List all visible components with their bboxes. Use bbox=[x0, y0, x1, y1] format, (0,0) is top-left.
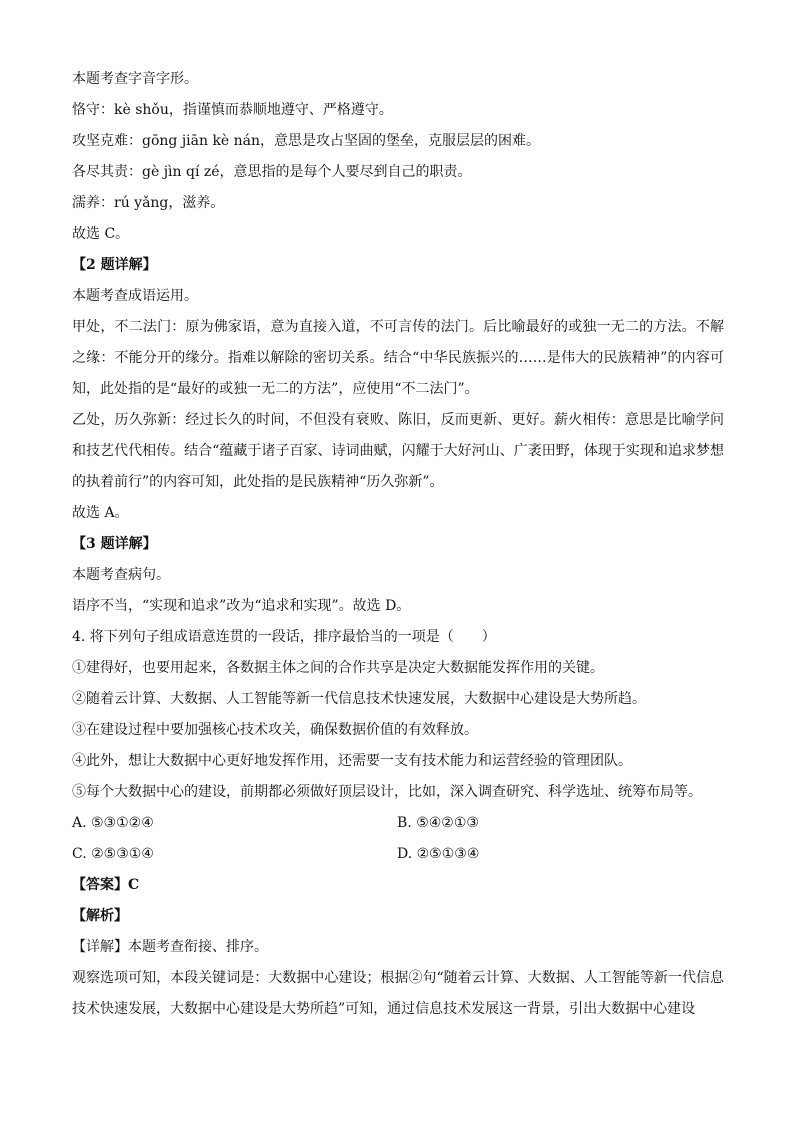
option-d: D. ②⑤①③④ bbox=[397, 846, 480, 862]
section-heading: 【3 题详解】 bbox=[72, 536, 157, 552]
sentence-item: ⑤每个大数据中心的建设，前期都必须做好顶层设计，比如，深入调查研究、科学选址、统筹布局等。 bbox=[72, 784, 702, 800]
sentence-item: ④此外，想让大数据中心更好地发挥作用，还需要一支有技术能力和运营经验的管理团队。 bbox=[72, 753, 632, 769]
paragraph: 观察选项可知，本段关键词是：大数据中心建设；根据②句“随着云计算、大数据、人工智能等新一代信息技术快速发展，大数据中心建设是大势所趋”可知，通过信息技术发展这一背景，引出大数据中心建设 bbox=[72, 970, 724, 1017]
sentence-item: ③在建设过程中要加强核心技术攻关，确保数据价值的有效释放。 bbox=[72, 722, 478, 738]
text-line: 濡养：rú yǎng，滋养。 bbox=[72, 195, 225, 211]
section-heading: 【2 题详解】 bbox=[72, 257, 157, 273]
option-a: A. ⑤③①②④ bbox=[72, 815, 154, 831]
option-row bbox=[72, 808, 724, 839]
paragraph: 乙处，历久弥新：经过长久的时间，不但没有衰败、陈旧，反而更新、更好。薪火相传：意思是比喻学问和技艺代代相传。结合“蕴藏于诸子百家、诗词曲赋，闪耀于大好河山、广袤田野，体现于实现和追求梦想的执着前行”的内容可知，此处指的是民族精神“历久弥新”。 bbox=[72, 412, 724, 490]
sentence-item: ①建得好，也要用起来，各数据主体之间的合作共享是决定大数据能发挥作用的关键。 bbox=[72, 660, 604, 676]
paragraph: 甲处，不二法门：原为佛家语，意为直接入道，不可言传的法门。后比喻最好的或独一无二的方法。不解之缘：不能分开的缘分。指难以解除的密切关系。结合“中华民族振兴的……是伟大的民族精神”的内容可知，此处指的是“最好的或独一无二的方法”，应使用“不二法门”。 bbox=[72, 319, 724, 397]
text-line: 本题考查成语运用。 bbox=[72, 288, 198, 304]
detail-line: 【详解】本题考查衔接、排序。 bbox=[72, 939, 268, 955]
text-line: 语序不当，“实现和追求”改为“追求和实现”。故选 D。 bbox=[72, 598, 411, 614]
document-body bbox=[72, 64, 724, 1025]
text-line: 故选 C。 bbox=[72, 226, 130, 242]
option-b: B. ⑤④②①③ bbox=[397, 815, 479, 831]
answer-label: 【答案】C bbox=[72, 877, 140, 893]
text-line: 故选 A。 bbox=[72, 505, 129, 521]
analysis-label: 【解析】 bbox=[72, 908, 128, 924]
text-line: 各尽其责：gè jìn qí zé，意思指的是每个人要尽到自己的职责。 bbox=[72, 164, 472, 180]
text-line: 本题考查病句。 bbox=[72, 567, 170, 583]
text-line: 本题考查字音字形。 bbox=[72, 71, 198, 87]
sentence-item: ②随着云计算、大数据、人工智能等新一代信息技术快速发展，大数据中心建设是大势所趋。 bbox=[72, 691, 646, 707]
question-stem: 4. 将下列句子组成语意连贯的一段话，排序最恰当的一项是（ ） bbox=[72, 629, 496, 645]
option-row bbox=[72, 839, 724, 870]
text-line: 恪守：kè shǒu，指谨慎而恭顺地遵守、严格遵守。 bbox=[72, 102, 393, 118]
option-c: C. ②⑤③①④ bbox=[72, 846, 154, 862]
text-line: 攻坚克难：gōng jiān kè nán，意思是攻占坚固的堡垒，克服层层的困难。 bbox=[72, 133, 541, 149]
